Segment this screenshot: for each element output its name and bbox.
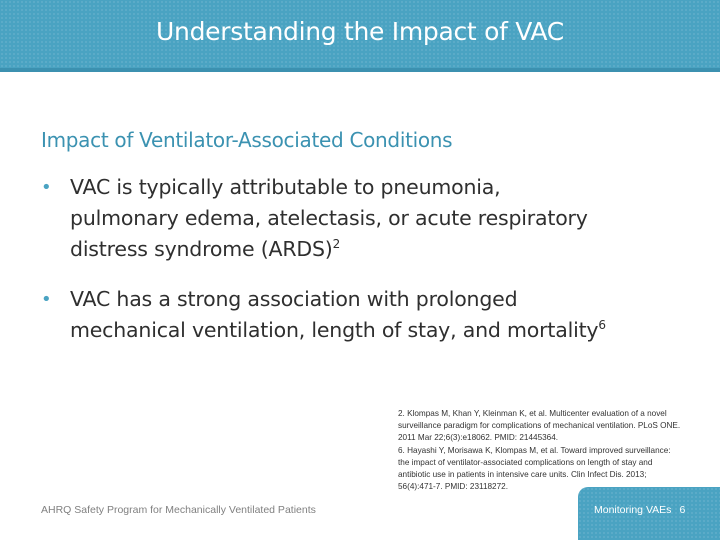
reference-superscript: 2 — [332, 237, 341, 252]
reference-entry: 2. Klompas M, Khan Y, Kleinman K, et al. Multicenter evaluation of a novel surveillance paradigm for complications of mechanical ventilation. PLoS ONE. 2011 Mar 22;6(3):e18062. PMID: 21445364. — [398, 409, 681, 443]
reference-entry: 6. Hayashi Y, Morisawa K, Klompas M, et al. Toward improved surveillance: the impact of ventilator-associated complications on length of stay and antibiotic use in patients in intensive care units. Clin Infect Dis. 2013; 56(4):471-7. PMID: 23118272. — [398, 445, 671, 492]
footer-module-name: Monitoring VAEs — [594, 504, 672, 516]
bullet-text-body: VAC has a strong association with prolonged mechanical ventilation, length of stay, and mortality — [70, 287, 599, 342]
bullet-text-body: VAC is typically attributable to pneumonia, pulmonary edema, atelectasis, or acute respiratory distress syndrome (ARDS) — [70, 175, 588, 261]
references — [398, 408, 718, 493]
reference-superscript: 6 — [598, 318, 606, 333]
footer-tab-text — [594, 504, 685, 516]
bullet-icon: • — [41, 177, 52, 198]
footer-program-name: AHRQ Safety Program for Mechanically Ventilated Patients — [41, 504, 316, 516]
title-bar-divider — [0, 68, 720, 72]
footer-tab — [578, 487, 720, 540]
bullet-item — [41, 172, 701, 272]
page-number: 6 — [679, 504, 686, 516]
slide-title: Understanding the Impact of VAC — [156, 17, 564, 46]
bullet-text — [70, 284, 710, 346]
bullet-icon: • — [41, 289, 52, 310]
bullet-item — [41, 284, 701, 354]
bullet-text — [70, 172, 710, 265]
slide-subheading: Impact of Ventilator-Associated Conditions — [41, 128, 453, 152]
